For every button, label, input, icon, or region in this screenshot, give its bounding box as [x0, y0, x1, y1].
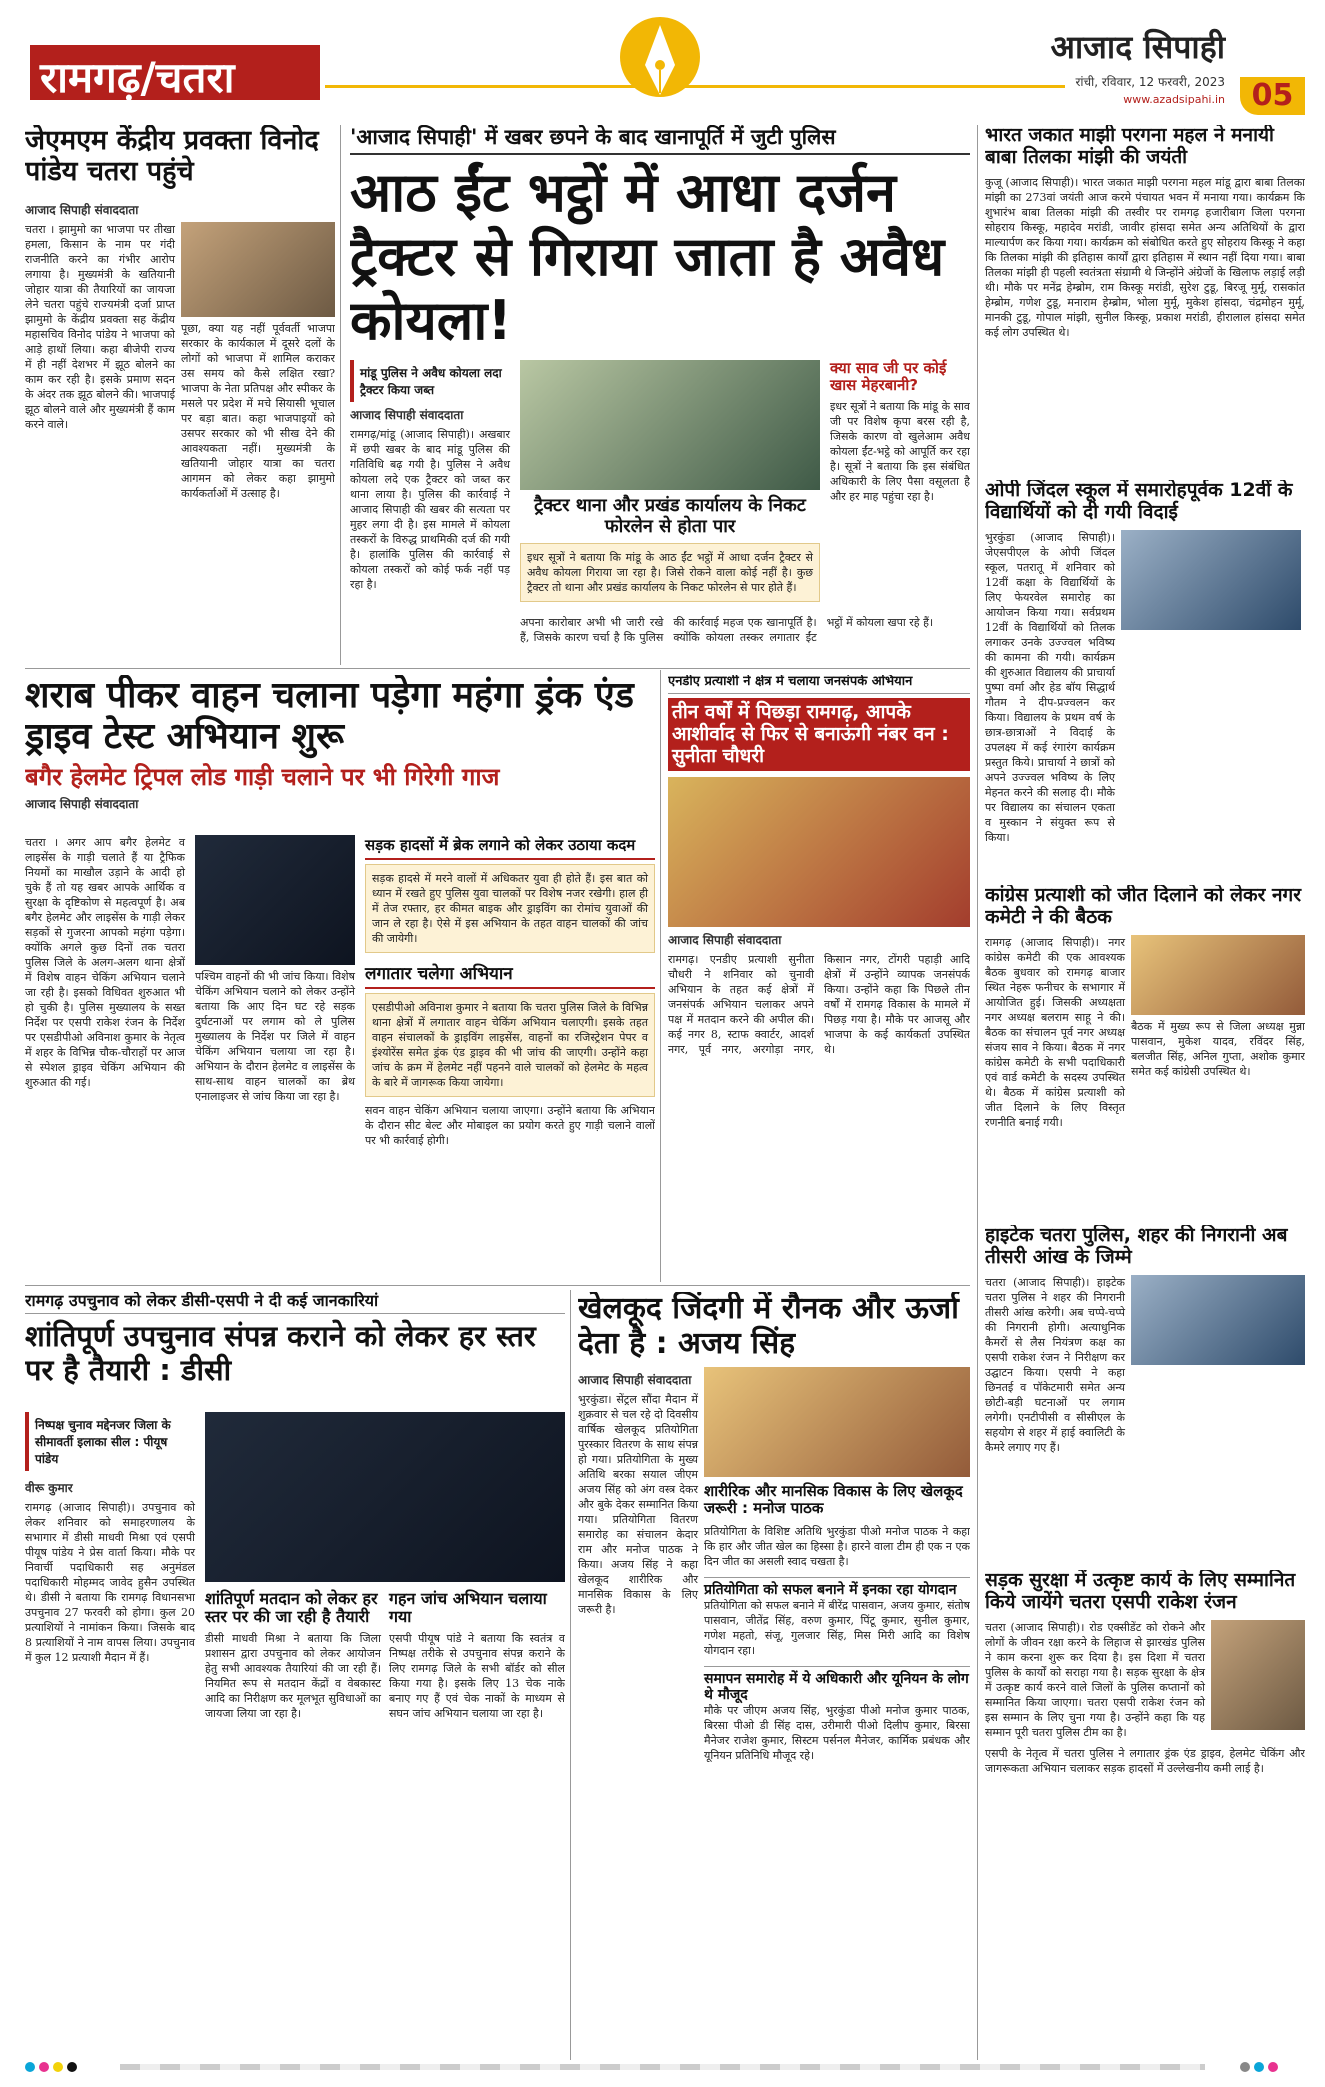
box2-headline: गहन जांच अभियान चलाया गया [389, 1589, 547, 1627]
article-body: रामगढ़ (आजाद सिपाही)। उपचुनाव को लेकर शनिवार को समाहरणालय के सभागार में डीसी माधवी मिश्रा एवं एसपी पीयूष पांडेय ने प्रेस वार्ता किया। मौके पर निवार्ची पदाधिकारी सह अनुमंडल पदाधिकारी मोहम्मद जावेद हुसैन उपस्थित थे। डीसी ने बताया कि रामगढ़ विधानसभा उपचुनाव 27 फरवरी को होगा। कुल 20 प्रत्याशियों ने नामांकन किया। जिसके बाद 8 प्रत्याशियों ने नाम वापस लिया। उपचुनाव में कुल 12 प्रत्याशी मैदान में हैं। [25, 1501, 195, 1664]
photo-caption-headline: ट्रैक्टर थाना और प्रखंड कार्यालय के निकट फोरलेन से होता पार [534, 495, 806, 537]
print-registration-marks-left [25, 2062, 77, 2074]
sp-portrait-photo [1211, 1620, 1305, 1730]
press-conference-photo [181, 222, 335, 317]
meeting-photo [1131, 935, 1305, 1015]
article-drunk-driving [25, 675, 655, 1280]
article-sports-event [578, 1292, 970, 2060]
article-headline: जेएमएम केंद्रीय प्रवक्ता विनोद पांडेय चतरा पहुंचे [25, 125, 319, 188]
farewell-photo [1121, 530, 1301, 630]
registration-dot [39, 2062, 49, 2072]
article-sp-honoured [985, 1570, 1305, 2060]
article-tail: अपना कारोबार अभी भी जारी रखे हैं, जिसके कारण चर्चा है कि पुलिस की कार्रवाई महज एक खानापूर्ति है। क्योंकि कोयला तस्कर लगातार ईंट भट्ठों में कोयला खपा रहे हैं। [520, 616, 934, 644]
article-sunita-choudhary [668, 675, 970, 1280]
registration-dot [67, 2062, 77, 2072]
box-headline: प्रतियोगिता को सफल बनाने में इनका रहा योगदान [704, 1577, 970, 1598]
registration-dot [1240, 2062, 1250, 2072]
box2-headline: लगातार चलेगा अभियान [365, 961, 655, 989]
article-body: रामगढ़। एनडीए प्रत्याशी सुनीता चौधरी ने शनिवार को चुनावी अभियान के तहत कई क्षेत्रों में जनसंपर्क अभियान चलाकर अपने पक्ष में मतदान करने की अपील की। कई नगर 8, स्टाफ क्वार्टर, आदर्श नगर, पूर्व नगर, अरगोड़ा नगर, किसान नगर, टोंगरी पहाड़ी आदि क्षेत्रों में उन्होंने व्यापक जनसंपर्क किया। उन्होंने कहा कि पिछले तीन वर्षों में रामगढ़ विकास के मामले में पिछड़ गया है। मौके पर आजसू और भाजपा के कई कार्यकर्ता उपस्थित थे। [668, 953, 970, 1057]
article-body: भुरकुंडा। सेंट्रल सौंदा मैदान में शुक्रवार से चल रहे दो दिवसीय वार्षिक खेलकूद प्रतियोगिता पुरस्कार वितरण के साथ संपन्न हो गया। प्रतियोगिता के मुख्य अतिथि बरका सयाल जीएम अजय सिंह को अंग वस्त्र देकर और बुके देकर सम्मानित किया गया। प्रतियोगिता वितरण समारोह का संचालन केदार राम और मनोज पाठक ने किया। अजय सिंह ने कहा खेलकूद शारीरिक और मानसिक विकास के लिए जरूरी है। [578, 1393, 698, 1616]
box-body: सड़क हादसे में मरने वालों में अधिकतर युवा ही होते हैं। इस बात को ध्यान में रखते हुए पुलिस युवा चालकों पर विशेष नजर रखेगी। हाल ही में तेज रफ्तार, हर कीमत बाइक और ड्राइविंग का रोमांच युवाओं की जान ले रहा है। ऐसे में इस अभियान के तहत वाहन चालकों की जांच की जायेगी। [365, 864, 655, 953]
article-headline: शराब पीकर वाहन चलाना पड़ेगा महंगा ड्रंक एंड ड्राइव टेस्ट अभियान शुरू [25, 675, 634, 758]
article-jmm-spokesperson [25, 125, 335, 665]
article-byline: आजाद सिपाही संवाददाता [578, 1373, 692, 1387]
article-byline: वीरू कुमार [25, 1481, 73, 1495]
column-divider [340, 125, 341, 665]
article-headline: कांग्रेस प्रत्याशी को जीत दिलाने को लेकर नगर कमेटी ने की बैठक [985, 885, 1301, 928]
article-tilka-manjhi [985, 125, 1305, 475]
issue-date: रांची, रविवार, 12 फरवरी, 2023 [1075, 75, 1225, 89]
article-body-continued: पश्चिम वाहनों की भी जांच किया। विशेष चेकिंग अभियान चलाने को लेकर उन्होंने बताया कि आए दिन घट रहे सड़क दुर्घटनाओं पर लगाम को ले पुलिस मुख्यालय के निर्देश पर जिले में वाहन चेकिंग अभियान चलाया जा रहा है। अभियान के दौरान हेलमेट व लाइसेंस के साथ-साथ वाहन चालकों का ब्रेथ एनालाइजर से जांच किया जा रहा है। [195, 970, 355, 1103]
box2-tail: सवन वाहन चेकिंग अभियान चलाया जाएगा। उन्होंने बताया कि अभियान के दौरान सीट बेल्ट और मोबाइल का प्रयोग करते हुए गाड़ी चलाने वालों पर भी कार्रवाई होगी। [365, 1104, 655, 1147]
box-headline: शांतिपूर्ण मतदान को लेकर हर स्तर पर की जा रही है तैयारी [205, 1589, 378, 1627]
section-title: रामगढ़/चतरा [30, 45, 320, 100]
box2-body: मौके पर जीएम अजय सिंह, भुरकुंडा पीओ मनोज कुमार पाठक, बिरसा पीओ डी सिंह दास, उरीमारी पीओ दिलीप कुमार, बिरसा मैनेजर राजेश कुमार, सिस्टम पर्सनल मैनेजर, कार्मिक प्रबंधक और यूनियन प्रतिनिधि मौजूद रहे। [704, 1703, 970, 1762]
control-room-photo [1131, 1275, 1305, 1365]
article-body-continued: पूछा, क्या यह नहीं पूर्ववर्ती भाजपा सरकार के कार्यकाल में दूसरे दलों के लोगों को भाजपा में शामिल कराकर उस समय को कैसे लक्षित रखा? भाजपा के नेता प्रतिपक्ष और स्पीकर के मसले पर प्रदेश में मचे सियासी भूचाल पर बड़ा बात। कहा भाजपाइयों को उसपर सरकार को भी सीख देने की आवश्यकता नहीं। मुख्यमंत्री के खतियानी जोहार यात्रा का चतरा आगमन को लेकर कहा झामुमो कार्यकर्ताओं में उत्साह है। [181, 322, 335, 501]
column-divider [570, 1290, 571, 2060]
article-byline: आजाद सिपाही संवाददाता [25, 203, 139, 218]
article-body: चतरा (आजाद सिपाही)। रोड एक्सीडेंट को रोकने और लोगों के जीवन रक्षा करने के लिहाज से झारखंड पुलिस ने काम करना शुरू कर दिया है। इस दिशा में चतरा पुलिस के कार्यों को सराहा गया है। सड़क सुरक्षा के क्षेत्र में उत्कृष्ट कार्य करने वाले जिलों के पुलिस कप्तानों को सम्मानित किया जाएगा। चतरा एसपी राकेश रंजन को इस सम्मान के लिए चुना गया है। उन्होंने कहा कि यह सम्मान पूरी चतरा पुलिस टीम का है। [985, 1620, 1205, 1739]
registration-dot [1268, 2062, 1278, 2072]
website-link[interactable]: www.azadsipahi.in [1123, 93, 1225, 106]
article-body: भुरकुंडा (आजाद सिपाही)। जेएसपीएल के ओपी जिंदल स्कूल, पतरातू में शनिवार को 12वीं कक्षा के विद्यार्थियों के लिए फेयरवेल समारोह का आयोजन किया गया। सर्वप्रथम 12वीं के विद्यार्थियों को तिलक लगाकर उनके उज्ज्वल भविष्य की कामना की गयी। कार्यक्रम की शुरुआत विद्यालय की प्राचार्या पुष्पा वर्मा और हेड बॉय सिद्धार्थ गौतम ने दीप-प्रज्वलन कर किया। विद्यालय के प्रथम वर्ष के छात्र-छात्राओं ने विदाई के उपलक्ष्य में कई रंगारंग कार्यक्रम प्रस्तुत किये। प्राचार्या ने छात्रों को अपने उज्ज्वल भविष्य के लिए मेहनत करने की सलाह दी। मौके पर विद्यालय का संचालन एकता व मुस्कान ने संयुक्त रूप से किया। [985, 530, 1115, 844]
article-body: चतरा (आजाद सिपाही)। हाइटेक चतरा पुलिस ने शहर की निगरानी तीसरी आंख करेगी। अब चप्पे-चप्पे की निगरानी होगी। अत्याधुनिक कैमरों से लैस नियंत्रण कक्ष का एसपी राकेश रंजन ने निरीक्षण कर उद्घाटन किया। एसपी ने कहा छिनतई व पॉकेटमारी समेत अन्य छोटी-बड़ी घटनाओं पर लगाम लगेगी। एनटीपीसी व सीसीएल के सहयोग से शहर में हाई क्वालिटी के कैमरे लगाए गए हैं। [985, 1275, 1125, 1454]
article-body-continued: बैठक में मुख्य रूप से जिला अध्यक्ष मुन्ना पासवान, मुकेश यादव, रविंदर सिंह, बलजीत सिंह, अनिल गुप्ता, अशोक कुमार समेत कई कांग्रेसी उपस्थित थे। [1131, 1019, 1305, 1078]
press-conference-photo [205, 1412, 565, 1582]
article-body: रामगढ़ (आजाद सिपाही)। नगर कांग्रेस कमेटी की एक आवश्यक बैठक बुधवार को रामगढ़ बाजार स्थित नेहरू फनीचर के सभागार में आयोजित हुई। जिसकी अध्यक्षता नगर अध्यक्ष बलराम साहू ने की। बैठक का संचालन पूर्व नगर अध्यक्ष संजय साव ने किया। बैठक में नगर कांग्रेस कमेटी के सभी पदाधिकारी एवं वार्ड कमेटी के सदस्य उपस्थित थे। बैठक में कांग्रेस प्रत्याशी को जीत दिलाने के लिए विस्तृत रणनीति बनाई गयी। [985, 935, 1125, 1129]
pen-nib-emblem-icon [615, 15, 705, 110]
newspaper-name: आजाद सिपाही [1050, 28, 1225, 66]
article-body: चतरा । झामुमो का भाजपा पर तीखा हमला, किसान के नाम पर गंदी राजनीति करने का गंभीर आरोप लगाया है। मुख्यमंत्री के खतियानी जोहार यात्रा की तैयारियों का जायजा लेने चतरा पहुंचे राज्यमंत्री दर्जा प्राप्त झामुमो के केंद्रीय प्रवक्ता सह केंद्रीय महासचिव विनोद पांडेय ने भाजपा को आड़े हाथों लिया। कहा बीजेपी राज्य में ही नहीं देशभर में झूठ बोलने का काम कर रही है। इसके प्रमाण सदन के अंदर तक झूठ बोलने की। भाजपाई झूठ बोलने वाले और मुख्यमंत्री हैं काम करने वाले। [25, 223, 175, 432]
row-divider [25, 1285, 970, 1286]
article-body: रामगढ़/मांडू (आजाद सिपाही)। अखबार में छपी खबर के बाद मांडू पुलिस की गतिविधि बढ़ गयी है। पुलिस ने अवैध कोयला लदे एक ट्रैक्टर को जब्त कर थाना लाया है। पुलिस की कार्रवाई ने आजाद सिपाही की खबर की सत्यता पर मुहर लगा दी है। इस मामले में कोयला तस्करों के विरुद्ध प्राथमिकी दर्ज की गयी है। हालांकि पुलिस की कार्रवाई से कोयला तस्करों को कोई फर्क नहीं पड़ रहा है। [350, 428, 510, 591]
night-checking-photo [195, 835, 355, 965]
article-headline: शांतिपूर्ण उपचुनाव संपन्न कराने को लेकर हर स्तर पर है तैयारी : डीसी [25, 1319, 536, 1387]
article-byline: आजाद सिपाही संवाददाता [668, 933, 782, 948]
tractor-photo [520, 360, 820, 490]
article-headline: तीन वर्षों में पिछड़ा रामगढ़, आपके आशीर्वाद से फिर से बनाऊंगी नंबर वन : सुनीता चौधरी [668, 698, 970, 772]
registration-dot [1254, 2062, 1264, 2072]
column-divider [977, 125, 978, 2060]
article-headline: आठ ईंट भट्ठों में आधा दर्जन ट्रैक्टर से गिराया जाता है अवैध कोयला! [350, 161, 945, 352]
box2-body: एसपी पीयूष पांडे ने बताया कि स्वतंत्र व निष्पक्ष तरीके से उपचुनाव संपन्न कराने के लिए रामगढ़ जिले के सभी बॉर्डर को सील किया गया है। इसके लिए 13 चेक नाके बनाए गए हैं एवं चेक नाकों के माध्यम से सघन जांच अभियान चलाया जा रहा है। [389, 1631, 565, 1720]
sidebar-headline: क्या साव जी पर कोई खास मेहरबानी? [830, 359, 947, 395]
box-body: डीसी माधवी मिश्रा ने बताया कि जिला प्रशासन द्वारा उपचुनाव को लेकर आयोजन हेतु सभी आवश्यक तैयारियां की जा रही हैं। नियमित रूप से मतदान केंद्रों व वेबकास्ट आदि का निरीक्षण कर मूलभूत सुविधाओं का जायजा लिया जा रहा है। [205, 1631, 381, 1720]
article-byline: आजाद सिपाही संवाददाता [25, 797, 139, 812]
article-body-continued: एसपी के नेतृत्व में चतरा पुलिस ने लगातार ड्रंक एंड ड्राइव, हेलमेट चेकिंग और जागरूकता अभियान चलाकर सड़क हादसों में उल्लेखनीय कमी लाई है। [985, 1746, 1305, 1775]
article-illegal-coal [350, 125, 970, 665]
page-number: 05 [1240, 77, 1305, 115]
photo-caption-headline: शारीरिक और मानसिक विकास के लिए खेलकूद जरूरी : मनोज पाठक [704, 1482, 963, 1518]
article-kicker: रामगढ़ उपचुनाव को लेकर डीसी-एसपी ने दी कई जानकारियां [25, 1292, 565, 1314]
row-divider [25, 668, 970, 669]
article-headline: सड़क सुरक्षा में उत्कृष्ट कार्य के लिए सम्मानित किये जायेंगे चतरा एसपी राकेश रंजन [985, 1570, 1296, 1613]
photo-caption-body: इधर सूत्रों ने बताया कि मांडू के आठ ईंट भट्ठों में आधा दर्जन ट्रैक्टर से अवैध कोयला गिराया जा रहा है। जिसे रोकने वाला कोई नहीं है। कुछ ट्रैक्टर तो थाना और प्रखंड कार्यालय के निकट फोरलेन से पार होते हैं। [520, 543, 820, 602]
box2-body: एसडीपीओ अविनाश कुमार ने बताया कि चतरा पुलिस जिले के विभिन्न थाना क्षेत्रों में लगातार वाहन चेकिंग अभियान चलाएगी। इसके तहत वाहन संचालकों के ड्राइविंग लाइसेंस, वाहनों का रजिस्ट्रेशन पेपर व इंश्योरेंस समेत ड्रंक एंड ड्राइव की भी जांच की जाएगी। उन्होंने कहा जांच के क्रम में हेलमेट नहीं पहनने वाले चालकों को हेलमेट के महत्व के बारे में जागरूक किया जायेगा। [365, 993, 655, 1097]
article-byline: आजाद सिपाही संवाददाता [350, 408, 464, 422]
article-kicker: एनडीए प्रत्याशी ने क्षेत्र में चलाया जनसंपर्क अभियान [668, 675, 970, 694]
masthead [20, 15, 1305, 120]
sidebar-body: इधर सूत्रों ने बताया कि मांडू के साव जी पर विशेष कृपा बरस रही है, जिसके कारण वो खुलेआम अवैध कोयला ईंट-भट्ठे को आपूर्ति कर रहा है। सूत्रों ने बताया कि इस संबंधित अधिकारी के लिए पैसा वसूलता है और हर माह पहुंचा रहा है। [830, 399, 970, 503]
article-kicker: 'आजाद सिपाही' में खबर छपने के बाद खानापूर्ति में जुटी पुलिस [350, 125, 970, 155]
registration-dot [53, 2062, 63, 2072]
article-jindal-farewell [985, 480, 1305, 880]
registration-dot [25, 2062, 35, 2072]
article-headline: भारत जकात माझी परगना महल ने मनायी बाबा तिलका मांझी की जयंती [985, 125, 1274, 168]
photo-caption-body: प्रतियोगिता के विशिष्ट अतिथि भुरकुंडा पीओ मनोज पाठक ने कहा कि हार और जीत खेल का हिस्सा है। हारने वाला टीम ही एक न एक दिन जीत का असली स्वाद चखता है। [704, 1524, 970, 1568]
print-registration-bar [120, 2064, 1205, 2070]
box2-headline: समापन समारोह में ये अधिकारी और यूनियन के लोग थे मौजूद [704, 1666, 970, 1703]
article-headline: हाइटेक चतरा पुलिस, शहर की निगरानी अब तीसरी आंख के जिम्मे [985, 1225, 1288, 1268]
article-body: कुजू (आजाद सिपाही)। भारत जकात माझी परगना महल मांडू द्वारा बाबा तिलका मांझी का 273वां जयंती आज करमे पंचायत भवन में मनाया गया। कार्यक्रम कि शुभारंभ बाबा तिलका मांझी की तस्वीर पर रामगढ़ हजारीबाग जिला परगना सोहराय किस्कू, महादेव मरांडी, जावीर हांसदा समेत अन्य अतिथियों के द्वारा माल्यार्पण कर किया गया। कार्यक्रम को संबोधित करते हुए सोहराय किस्कू ने कहा कि तिलका मांझी की इतिहास कार्यों द्वारा इतिहास में स्थान नहीं दिया गया। बाबा तिलका मांझी ही पहली स्वतंत्रता संग्रामी थे जिन्होंने अंग्रेजों के खिलाफ लड़ाई लड़ी थी। मौके पर मनेंद्र हेम्ब्रोम, राम किस्कू मरांडी, सुरेश टुडू, बिरजू मुर्मू, रासकांत हेम्ब्रोम, गणेश टुडू, मनाराम हेम्ब्रोम, भोला मुर्मू, मुकेश हांसदा, चंद्रमोहन मुर्मू, मानकी टुडू, गोपाल मांझी, सुनील किस्कू, प्रकाश मरांडी, हीरालाल हांसदा समेत कई लोग उपस्थित थे। [985, 175, 1305, 339]
article-body: चतरा । अगर आप बगैर हेलमेट व लाइसेंस के गाड़ी चलाते हैं या ट्रैफिक नियमों का माखौल उड़ाने के आदी हो चुके हैं तो यह खबर आपके आर्थिक व सुरक्षा के दृष्टिकोण से महत्वपूर्ण है। अब बगैर हेलमेट और लाइसेंस के गाड़ी लेकर सड़कों से गुजरना आपको महंगा पड़ेगा। क्योंकि अगले कुछ दिनों तक चतरा पुलिस जिले के अलग-अलग थाना क्षेत्रों में विशेष वाहन चेकिंग अभियान चलाने जा रही है। इसको विधिवत शुरुआत भी हो चुकी है। पुलिस मुख्यालय के सख्त निर्देश पर एसपी राकेश रंजन के निर्देश पर एसडीपीओ अविनाश कुमार के नेतृत्व में शहर के विभिन्न चौक-चौराहों पर आज से स्पेशल ड्राइव चेकिंग अभियान की शुरुआत की गई। [25, 836, 185, 1089]
box-headline: सड़क हादसों में ब्रेक लगाने को लेकर उठाया कदम [365, 835, 655, 860]
pull-quote: निष्पक्ष चुनाव मद्देनजर जिला के सीमावर्ती इलाका सील : पीयूष पांडेय [25, 1412, 195, 1471]
box-body: प्रतियोगिता को सफल बनाने में बीरेंद्र पासवान, अजय कुमार, संतोष पासवान, जीतेंद्र सिंह, वरुण कुमार, पिंटू कुमार, सुनील कुमार, गणेश महतो, संजू, गुलजार सिंह, मिस मिरी आदि का विशेष योगदान रहा। [704, 1598, 970, 1657]
column-divider [660, 670, 661, 1282]
print-registration-marks-right [1240, 2062, 1278, 2074]
article-congress-meeting [985, 885, 1305, 1220]
sports-photo [704, 1367, 970, 1477]
article-headline: खेलकूद जिंदगी में रौनक और ऊर्जा देता है : अजय सिंह [578, 1292, 959, 1361]
article-subhead: मांडू पुलिस ने अवैध कोयला लदा ट्रैक्टर किया जब्त [350, 360, 510, 402]
campaign-photo [668, 777, 970, 927]
article-byelection [25, 1292, 565, 2060]
article-hitech-police [985, 1225, 1305, 1565]
article-headline: ओपी जिंदल स्कूल में समारोहपूर्वक 12वीं के विद्यार्थियों को दी गयी विदाई [985, 480, 1293, 523]
article-subhead: बगैर हेलमेट ट्रिपल लोड गाड़ी चलाने पर भी गिरेगी गाज [25, 762, 500, 791]
